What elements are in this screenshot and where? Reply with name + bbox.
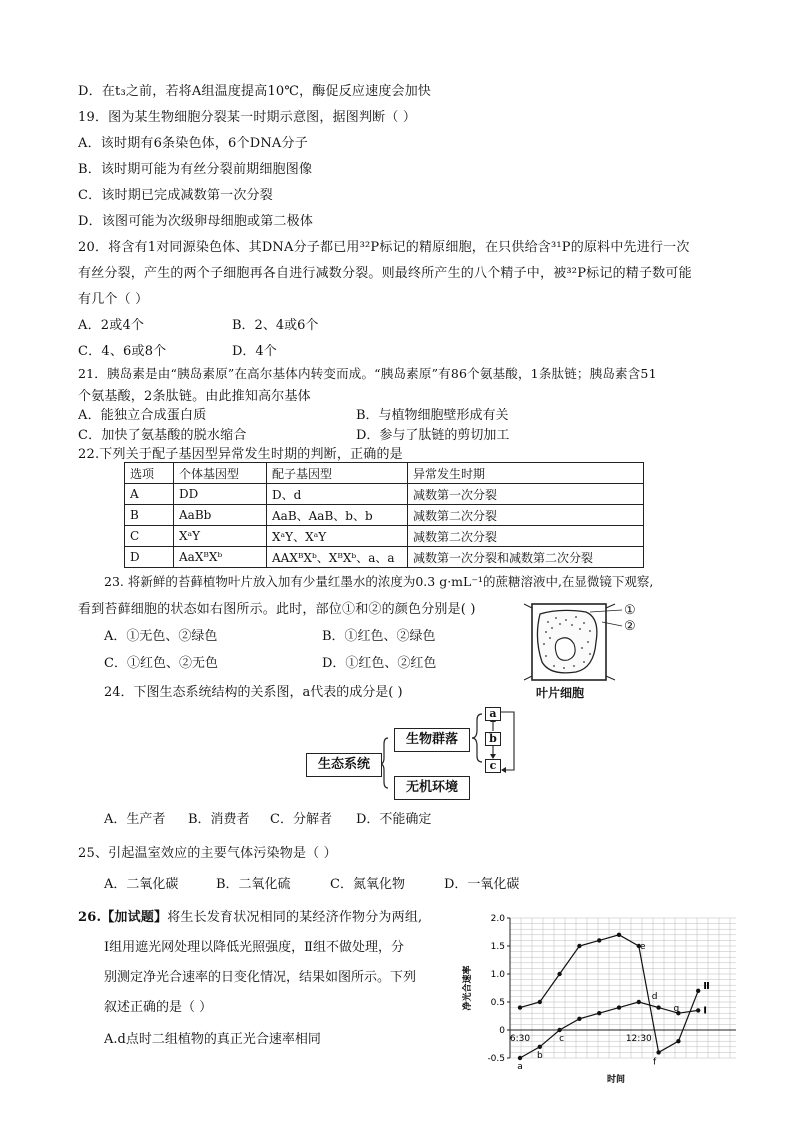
q23-option-d: D．①红色、②红色 — [322, 656, 437, 671]
q20-option-b: B．2、4或6个 — [232, 318, 319, 333]
table-header-row — [125, 463, 644, 484]
leaf-cell-figure — [520, 598, 630, 698]
node-c: c — [485, 759, 501, 773]
table-cell: 减数第一次分裂 — [408, 484, 644, 505]
table-cell: B — [125, 505, 174, 526]
figure-label-1: ① — [624, 603, 636, 618]
data-point — [557, 972, 561, 976]
series-label: Ⅰ — [703, 1005, 707, 1017]
photosynthesis-chart — [448, 908, 748, 1088]
q23-stem-1: 23. 将新鲜的苔藓植物叶片放入加有少量红墨水的浓度为0.3 g·mL⁻¹的蔗糖溶液中,在显微镜下观察, — [104, 574, 654, 589]
point-label: e — [640, 941, 646, 952]
y-tick-label: -0.5 — [487, 1054, 505, 1064]
table-cell: DD — [174, 484, 267, 505]
q23-option-c: C．①红色、②无色 — [104, 656, 218, 671]
q20-stem-3: 有几个（ ） — [78, 292, 149, 307]
table-header: 配子基因型 — [267, 463, 408, 484]
table-cell: D、d — [267, 484, 408, 505]
q26-stem-2: Ⅰ组用遮光网处理以降低光照强度，Ⅱ组不做处理，分 — [104, 940, 404, 955]
data-point — [617, 933, 621, 937]
data-point — [577, 1017, 581, 1021]
table-cell: XᵃY、XᵃY — [267, 526, 408, 547]
nucleus — [555, 638, 575, 661]
data-point — [518, 1056, 522, 1060]
q24-stem: 24．下图生态系统结构的关系图，a代表的成分是( ) — [104, 685, 403, 700]
data-point — [597, 1011, 601, 1015]
data-point — [656, 1005, 660, 1009]
point-label: a — [517, 1062, 523, 1072]
point-label: g — [673, 1003, 680, 1014]
data-point — [538, 1045, 542, 1049]
point-label: d — [651, 992, 658, 1003]
q20-option-d: D．4个 — [232, 344, 277, 359]
q26-stem-4: 叙述正确的是（ ） — [104, 1000, 213, 1015]
q24-option-b: B．消费者 — [188, 812, 250, 827]
q23-option-b: B．①红色、②绿色 — [322, 629, 436, 644]
abiotic-box: 无机环境 — [394, 776, 470, 800]
data-point — [538, 1000, 542, 1004]
table-header: 选项 — [125, 463, 174, 484]
y-axis-label: 净光合速率 — [463, 965, 473, 1011]
figure-label-2: ② — [624, 619, 636, 634]
q19-stem: 19．图为某生物细胞分裂某一时期示意图，据图判断（ ） — [78, 110, 417, 125]
q21-option-b: B．与植物细胞壁形成有关 — [356, 408, 509, 423]
table-row — [125, 526, 644, 547]
q22-stem: 22.下列关于配子基因型异常发生时期的判断，正确的是 — [78, 447, 403, 462]
community-box: 生物群落 — [394, 728, 470, 752]
q21-option-a: A．能独立合成蛋白质 — [78, 408, 207, 423]
data-point — [597, 938, 601, 942]
ecosystem-box: 生态系统 — [306, 753, 382, 777]
series-label: Ⅱ — [703, 980, 710, 992]
data-point — [656, 1050, 660, 1054]
q20-stem-1: 20．将含有1对同源染色体、其DNA分子都已用³²P标记的精原细胞，在只供给含³¹P的原料中先进行一次 — [78, 240, 690, 255]
q25-option-a: A．二氧化碳 — [104, 877, 179, 892]
table-cell: AaBb — [174, 505, 267, 526]
x-tick-label: 12:30 — [625, 1034, 652, 1044]
genotype-table — [124, 462, 644, 568]
chart-grid — [510, 918, 736, 1058]
x-axis-label: 时间 — [606, 1075, 626, 1085]
q19-option-b: B．该时期可能为有丝分裂前期细胞图像 — [78, 162, 313, 177]
table-row — [125, 547, 644, 568]
figure-caption: 叶片细胞 — [536, 686, 585, 700]
table-row — [125, 505, 644, 526]
q18-option-d: D．在t₃之前，若将A组温度提高10℃，酶促反应速度会加快 — [78, 84, 432, 99]
point-label: b — [536, 1050, 543, 1061]
q20-stem-2: 有丝分裂，产生的两个子细胞再各自进行减数分裂。则最终所产生的八个精子中，被³²P标记的精子数可能 — [78, 266, 692, 281]
table-cell: 减数第一次分裂和减数第二次分裂 — [408, 547, 644, 568]
q26-stem-3: 别测定净光合速率的日变化情况，结果如图所示。下列 — [104, 970, 417, 985]
data-point — [637, 1000, 641, 1004]
data-point — [676, 1039, 680, 1043]
table-cell: A — [125, 484, 174, 505]
point-label: c — [559, 1034, 565, 1044]
q25-stem: 25、引起温室效应的主要气体污染物是（ ） — [78, 846, 337, 861]
q19-option-a: A．该时期有6条染色体，6个DNA分子 — [78, 136, 308, 151]
node-a: a — [485, 707, 501, 721]
x-tick-label: 6:30 — [509, 1034, 531, 1044]
data-point — [617, 1005, 621, 1009]
q26-stem-1 — [78, 906, 422, 925]
q20-option-a: A．2或4个 — [78, 318, 145, 333]
data-point — [696, 1008, 700, 1012]
table-cell: AAXᴮXᵇ、XᴮXᵇ、a、a — [267, 547, 408, 568]
q23-stem-2: 看到苔藓细胞的状态如右图所示。此时，部位①和②的颜色分别是( ) — [78, 602, 476, 617]
q26-tag: 26.【加试题】 — [78, 910, 168, 925]
table-header: 个体基因型 — [174, 463, 267, 484]
q19-option-d: D．该图可能为次级卵母细胞或第二极体 — [78, 214, 314, 229]
q25-option-b: B．二氧化硫 — [216, 877, 291, 892]
q21-stem-2: 个氨基酸，2条肽链。由此推知高尔基体 — [78, 389, 311, 404]
y-tick-label: 1.0 — [490, 970, 505, 980]
point-label: f — [653, 1057, 657, 1068]
q21-option-c: C．加快了氨基酸的脱水缩合 — [78, 428, 247, 443]
q26-option-a: A.d点时二组植物的真正光合速率相同 — [104, 1032, 321, 1047]
q21-stem-1: 21．胰岛素是由“胰岛素原”在高尔基体内转变而成。“胰岛素原”有86个氨基酸，1条肽链；胰岛素含51 — [78, 366, 657, 381]
q21-option-d: D．参与了肽链的剪切加工 — [356, 428, 510, 443]
data-point — [518, 1005, 522, 1009]
table-cell: 减数第二次分裂 — [408, 526, 644, 547]
table-row — [125, 484, 644, 505]
data-point — [696, 989, 700, 993]
y-tick-label: 2.0 — [490, 914, 505, 924]
node-b: b — [485, 732, 501, 746]
y-tick-label: 1.5 — [490, 942, 505, 952]
data-point — [577, 944, 581, 948]
y-tick-label: 0.5 — [490, 998, 505, 1008]
q26-stem-1-text: 将生长发育状况相同的某经济作物分为两组, — [167, 910, 423, 925]
q23-option-a: A．①无色、②绿色 — [104, 629, 218, 644]
data-point — [557, 1028, 561, 1032]
table-cell: AaXᴮXᵇ — [174, 547, 267, 568]
y-tick-label: 0 — [499, 1026, 505, 1036]
q20-option-c: C．4、6或8个 — [78, 344, 167, 359]
q24-option-a: A．生产者 — [104, 812, 166, 827]
q24-option-d: D．不能确定 — [356, 812, 432, 827]
table-cell: 减数第二次分裂 — [408, 505, 644, 526]
q24-option-c: C．分解者 — [270, 812, 332, 827]
q25-option-d: D．一氧化碳 — [444, 877, 520, 892]
table-header: 异常发生时期 — [408, 463, 644, 484]
table-cell: XᵃY — [174, 526, 267, 547]
table-cell: AaB、AaB、b、b — [267, 505, 408, 526]
q25-option-c: C．氮氧化物 — [330, 877, 405, 892]
q19-option-c: C．该时期已完成减数第一次分裂 — [78, 188, 273, 203]
table-cell: C — [125, 526, 174, 547]
table-cell: D — [125, 547, 174, 568]
